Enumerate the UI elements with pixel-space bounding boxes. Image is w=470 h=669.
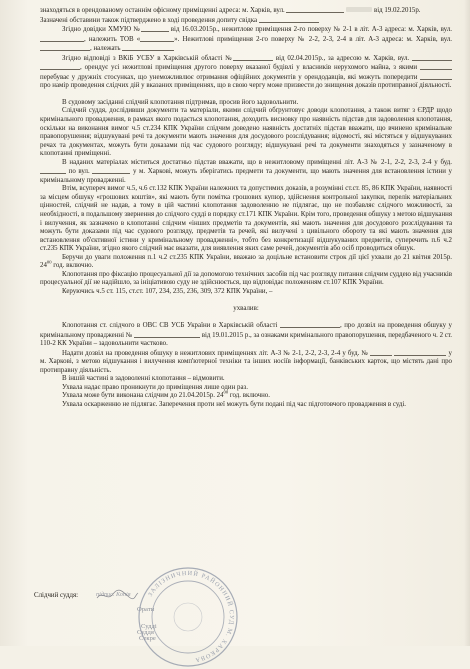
paragraph: Згідно відповіді з ВКіБ УСБУ в Харківській області № від 02.04.2015р., за адресою м. Харків, вул. , орендує усі нежитлові приміщення другого поверху вказаної будівлі у власників нерухомого майна, з якими перебуває у дружніх стосунках, що унеможливлює отримання офіційних документів у орендодавців, які можуть попередити про намір проведення слідчих дій у вказаних приміщеннях, що в свою чергу може призвести до знищення доказів протиправної діяльності.	[40, 54, 452, 90]
paragraph: В наданих матеріалах міститься достатньо підстав вважати, що в нежитловому приміщенні літ. А-3 № 2-1, 2-2, 2-3, 2-4 у буд. по вул. у м. Харкові, можуть зберігатись предмети та документи, що мають значення для встановлення істини у кримінальному провадженні.	[40, 158, 452, 184]
paragraph: Слідчий суддя, дослідивши документи та матеріали, якими слідчий обґрунтовує доводи клопотання, а також витяг з ЄРДР щодо кримінального провадження, в рамках якого подається клопотання, доходить висновку про наявність підстав для задоволення клопотання, оскільки на виконання вимог ч.5 ст.234 КПК України слідчим доведено наявність достатніх підстав вважати, що вчинено кримінальне правопорушення; відшукувані речі та документи мають значення для досудового розслідування; відомості, які містяться у відшукуваних речах та документах, можуть бути доказами під час судового розгляду; відшукувані речі та документи знаходяться у зазначеному в клопотанні приміщенні.	[40, 107, 452, 158]
signature-marginal-note: підпис. Копія	[96, 591, 131, 598]
paragraph: В іншій частині в задоволенні клопотання – відмовити.	[62, 375, 225, 383]
stamp-text: ЗАЛІЗНИЧНИЙ РАЙОННИЙ СУД М. ХАРКОВА	[146, 569, 236, 664]
signature-scribble	[95, 588, 139, 602]
scan-edge-shadow	[464, 0, 470, 646]
signature-label: Слідчий суддя:	[34, 592, 79, 599]
handwritten-line: Судді	[141, 623, 157, 630]
paragraph: Беручи до уваги положення п.1 ч.2 ст.235 КПК України, вважаю за доцільне встановити строк дії цієї ухвали до 21 квітня 2015р. $24^{00}$ год. включно.	[40, 253, 452, 270]
paragraph: Надати дозвіл на проведення обшуку в нежитлових приміщеннях літ. А-3 № 2-1, 2-2, 2-3, 2-4 у буд. № у м. Харкові, з метою відшукання і вилучення комп'ютерної техніки та інших носіїв інформації, банківських карток, що містять дані про протиправну діяльність.	[40, 349, 452, 374]
paragraph: Клопотання ст. слідчого в ОВС СВ УСБ України в Харківській області , про дозвіл на проведення обшуку у кримінальному провадженні № від 19.01.2015 р., за ознаками кримінального правопорушення, передбаченого ч. 2 ст. 110-2 КК України – задовольнити частково.	[40, 322, 453, 348]
paragraph: знаходяться в орендованому останнім офісному приміщенні адреса: м. Харків, вул. від 19.02.2015р.	[40, 7, 421, 14]
paragraph: Ухвала надає право проникнути до приміщення лише один раз.	[62, 383, 248, 391]
paragraph: Згідно довідки ХМУЮ № від 16.03.2015р., нежитлове приміщення 2-го поверху № 2-1 в літ. А-3 адреса: м. Харків, вул. , належить ТОВ « ». Нежитлові приміщення 2-го поверху № 2-2, 2-3, 2-4 в літ. А-3 адреса: м. Харків, вул. , належать	[40, 25, 452, 54]
svg-text:ЗАЛІЗНИЧНИЙ РАЙОННИЙ СУД М. ХА	[147, 569, 235, 663]
court-stamp	[136, 565, 240, 669]
handwritten-line: Орати	[137, 606, 155, 613]
resolution-heading: ухвалив:	[233, 304, 259, 312]
document-body	[40, 6, 452, 410]
paragraph: Зазначені обставини також підтверджено в ході проведення допиту свідка	[40, 16, 452, 26]
handwritten-line: Суддя	[137, 629, 154, 636]
paragraph: Клопотання про фіксацію процесуальної дії за допомогою технічних засобів під час розгляду питання слідчим суддею від учасників процесуальної дії не надійшло, за ініціативою суду не здійснюється, що відповідає положенням ст.107 КПК України.	[40, 270, 452, 287]
handwritten-line: Секре	[139, 635, 156, 642]
paragraph: В судовому засіданні слідчий клопотання підтримав, просив його задовольнити.	[62, 98, 299, 106]
paragraph: Керуючись ч.5 ст. 115, ст.ст. 107, 234, 235, 236, 309, 372 КПК України, –	[62, 287, 273, 295]
paragraph: Ухвала оскарженню не підлягає. Заперечення проти неї можуть бути подані під час підготовчого провадження в суді.	[62, 400, 406, 408]
paragraph: Ухвала може бути виконана слідчим до 21.04.2015р. $24^{00}$ год. включно.	[62, 390, 270, 400]
paragraph: Втім, всупереч вимог ч.5, ч.6 ст.132 КПК України належних та допустимих доказів, в розумінні ст.ст. 85, 86 КПК України, наявності за місцем обшуку «грошових коштів», які мають бути поміткa грошових купюр, здійснення контрольної закупки, перелік матеріальних цінностей, слідчий не надав, а тому в цій частині клопотання задоволенню не підлягає, що не позбавляє слідчого можливості, за необхідності, в подальшому звернення до слідчого судді в порядку ст.171 КПК України. Крім того, проведення обшуку з метою відшукання і вилучення, як зазначено в клопотанні слідчим «інших предметів та документів, які мають значення для досудового розслідування та можуть бути доказами під час судового розгляду, предметів та речей, які вилучені з цивільного обороту та які мають значення для встановлення об'єктивної істини у кримінальному провадженні», тобто без конкретизації відшукуваних предметів, суперечить п.6 ч.2 ст.235 КПК України, згідно якого слідчий має вказати, для виявлення яких саме речей, документів або осіб проводиться обшук.	[40, 185, 452, 253]
